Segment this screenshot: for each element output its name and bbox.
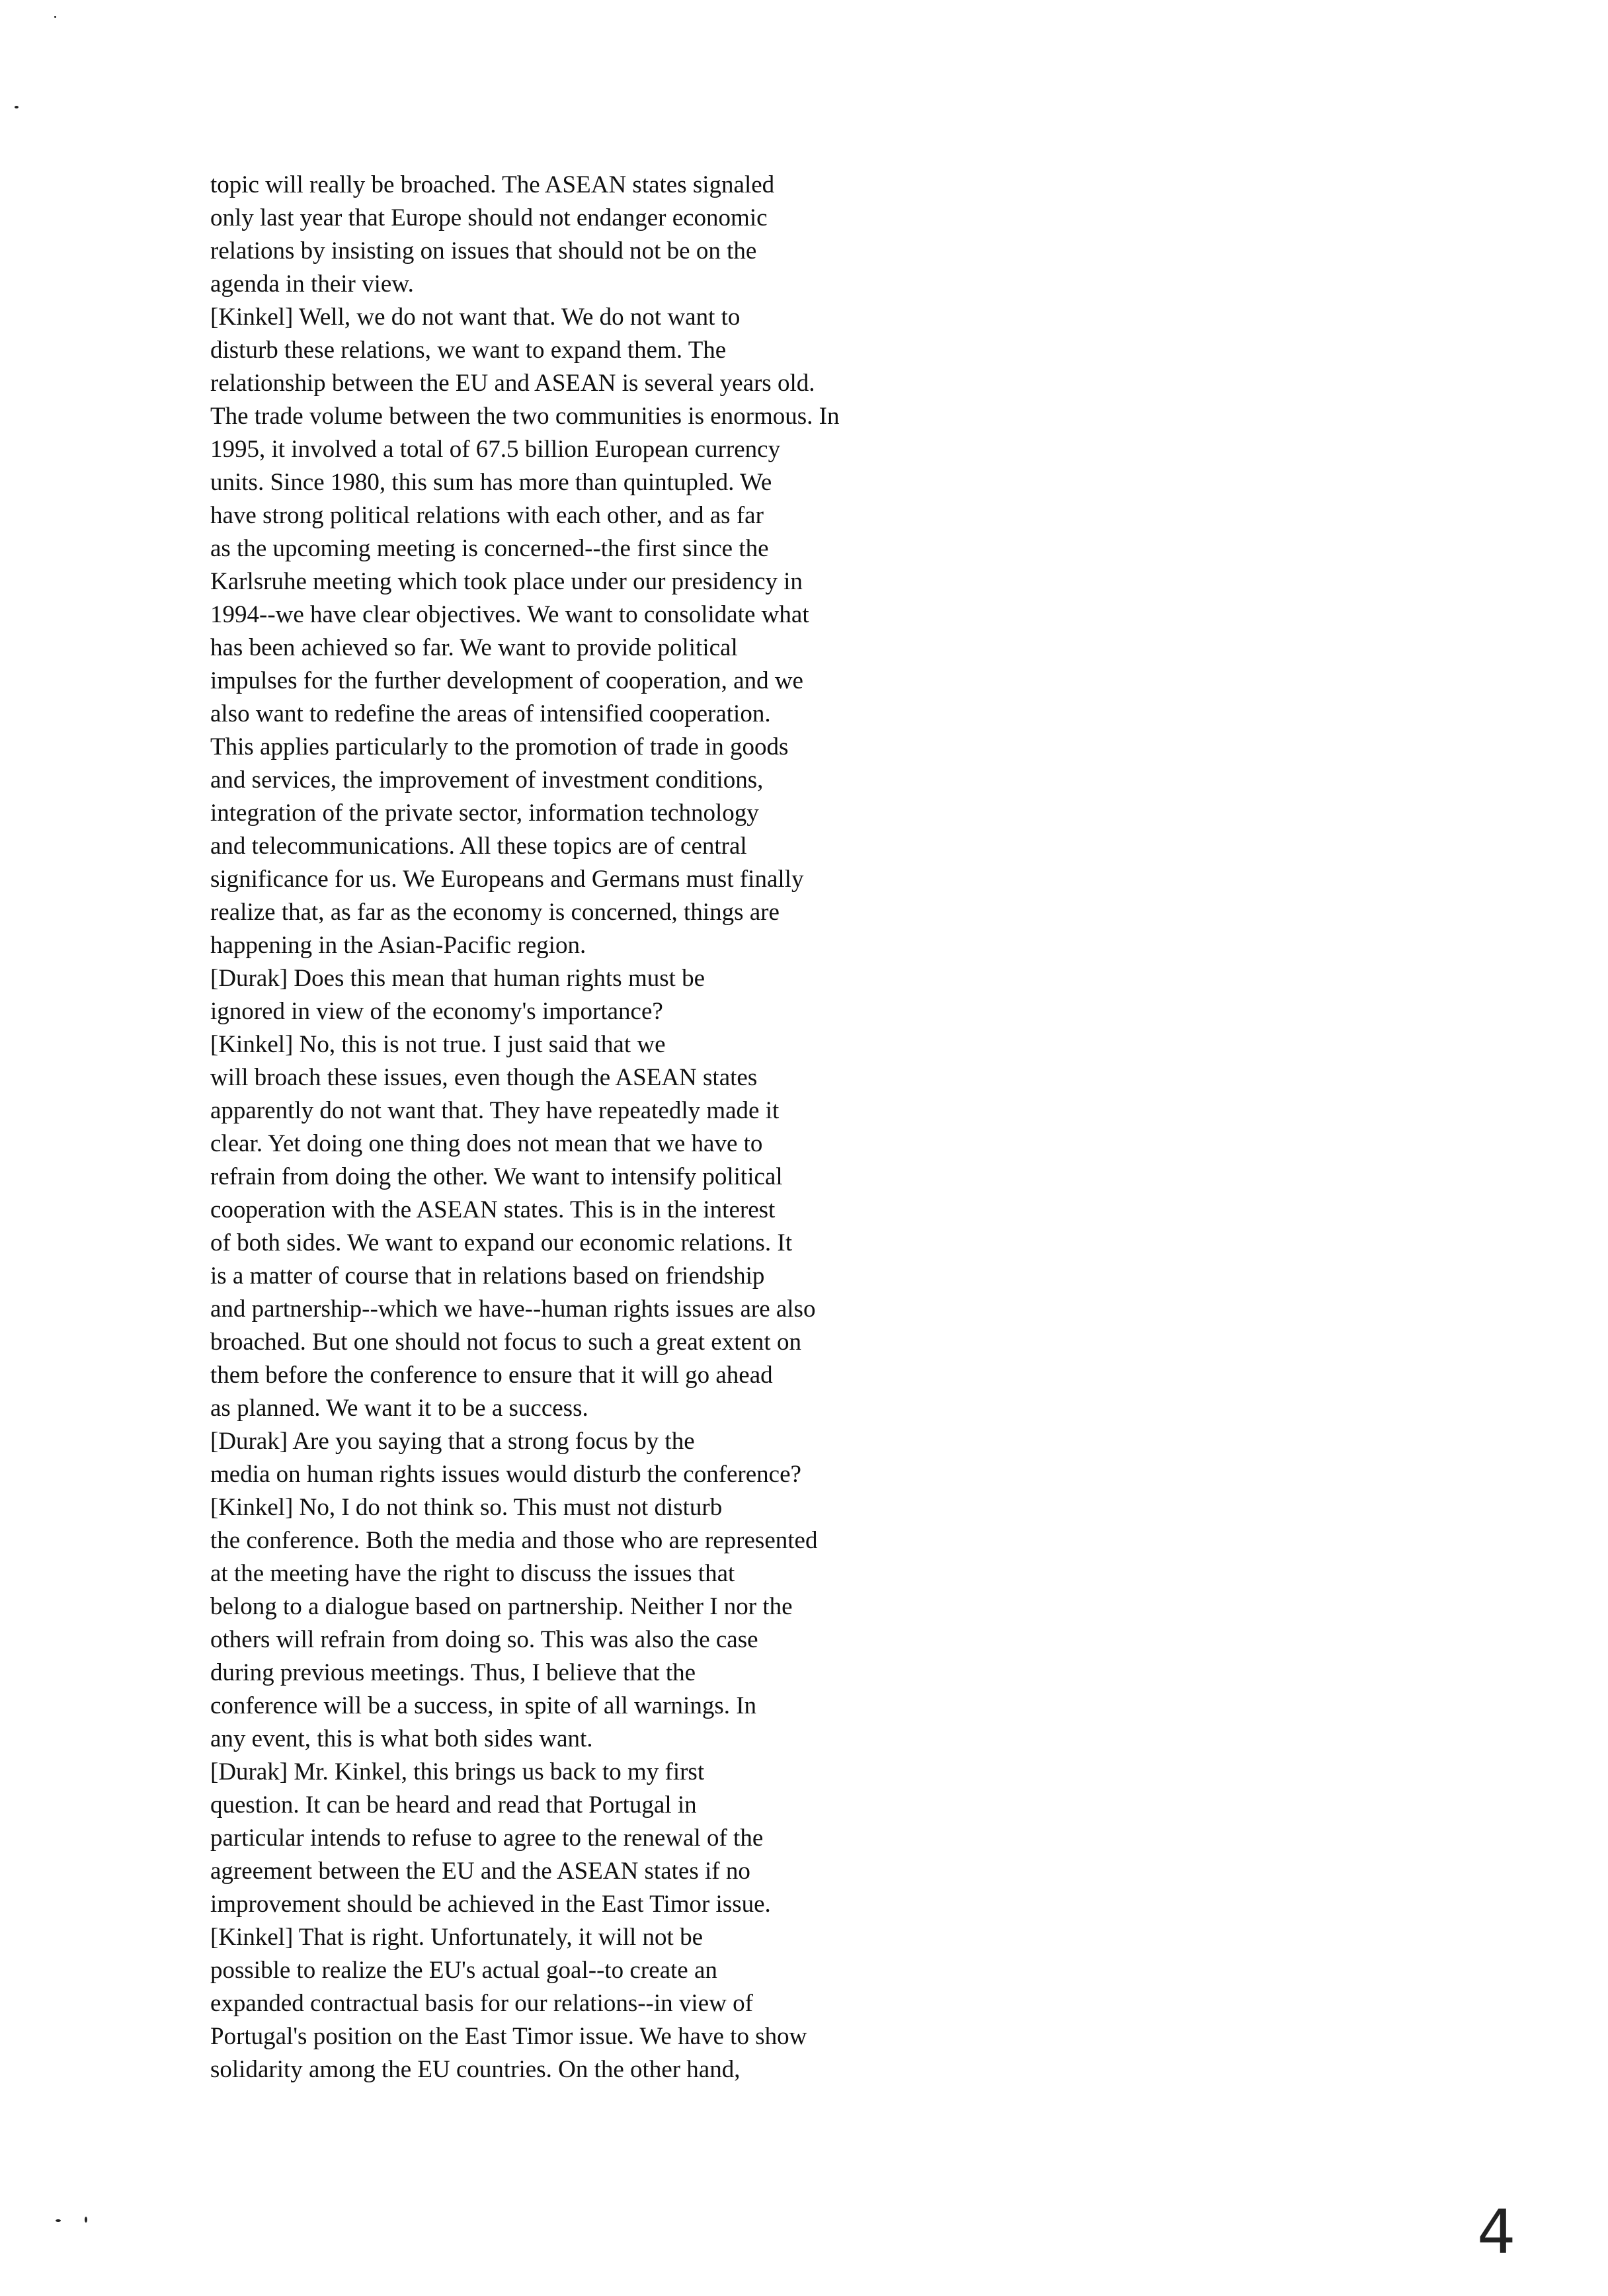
text-line: significance for us. We Europeans and Germans must finally bbox=[210, 866, 804, 893]
text-line: others will refrain from doing so. This was also the case bbox=[210, 1626, 758, 1653]
scan-speck bbox=[15, 106, 19, 108]
text-line: 1994--we have clear objectives. We want to consolidate what bbox=[210, 601, 809, 628]
text-line: relationship between the EU and ASEAN is several years old. bbox=[210, 370, 815, 397]
text-line: of both sides. We want to expand our economic relations. It bbox=[210, 1229, 793, 1256]
text-line: question. It can be heard and read that Portugal in bbox=[210, 1791, 697, 1819]
text-line: agreement between the EU and the ASEAN states if no bbox=[210, 1858, 750, 1885]
text-line: improvement should be achieved in the East Timor issue. bbox=[210, 1891, 771, 1918]
text-line: particular intends to refuse to agree to the renewal of the bbox=[210, 1824, 764, 1852]
text-line: during previous meetings. Thus, I believe that the bbox=[210, 1659, 696, 1686]
text-line: [Kinkel] That is right. Unfortunately, it will not be bbox=[210, 1924, 704, 1951]
text-line: agenda in their view. bbox=[210, 270, 414, 298]
text-line: and partnership--which we have--human rights issues are also bbox=[210, 1295, 816, 1323]
scan-speck bbox=[56, 2219, 61, 2222]
text-line: [Kinkel] No, this is not true. I just said that we bbox=[210, 1031, 666, 1058]
text-line: conference will be a success, in spite of all warnings. In bbox=[210, 1692, 757, 1719]
text-line: cooperation with the ASEAN states. This is in the interest bbox=[210, 1196, 776, 1223]
text-line: relations by insisting on issues that should not be on the bbox=[210, 237, 757, 265]
page-number: 4 bbox=[1477, 2197, 1516, 2268]
text-line: possible to realize the EU's actual goal--to create an bbox=[210, 1957, 717, 1984]
text-line: the conference. Both the media and those who are represented bbox=[210, 1527, 818, 1554]
text-line: ignored in view of the economy's importance? bbox=[210, 998, 663, 1025]
scan-speck bbox=[85, 2217, 87, 2223]
text-line: refrain from doing the other. We want to intensify political bbox=[210, 1163, 783, 1190]
text-line: media on human rights issues would disturb the conference? bbox=[210, 1461, 801, 1488]
text-line: [Kinkel] No, I do not think so. This must not disturb bbox=[210, 1494, 723, 1521]
text-line: expanded contractual basis for our relations--in view of bbox=[210, 1990, 753, 2017]
text-line: any event, this is what both sides want. bbox=[210, 1725, 593, 1752]
text-line: has been achieved so far. We want to provide political bbox=[210, 634, 738, 661]
text-line: and services, the improvement of investment conditions, bbox=[210, 766, 764, 794]
text-line: broached. But one should not focus to such a great extent on bbox=[210, 1329, 801, 1356]
text-line: topic will really be broached. The ASEAN states signaled bbox=[210, 171, 775, 198]
text-line: happening in the Asian-Pacific region. bbox=[210, 932, 586, 959]
text-line: belong to a dialogue based on partnership. Neither I nor the bbox=[210, 1593, 793, 1620]
text-line: The trade volume between the two communities is enormous. In bbox=[210, 403, 840, 430]
text-line: will broach these issues, even though the ASEAN states bbox=[210, 1064, 758, 1091]
text-line: solidarity among the EU countries. On the other hand, bbox=[210, 2056, 741, 2083]
text-line: [Durak] Mr. Kinkel, this brings us back to my first bbox=[210, 1758, 705, 1785]
text-line: at the meeting have the right to discuss the issues that bbox=[210, 1560, 735, 1587]
text-line: also want to redefine the areas of intensified cooperation. bbox=[210, 700, 771, 727]
text-line: This applies particularly to the promotion of trade in goods bbox=[210, 733, 789, 760]
text-line: units. Since 1980, this sum has more than quintupled. We bbox=[210, 469, 772, 496]
text-line: [Durak] Does this mean that human rights must be bbox=[210, 965, 705, 992]
body-text bbox=[210, 169, 951, 2086]
text-line: [Durak] Are you saying that a strong focus by the bbox=[210, 1428, 695, 1455]
text-line: as planned. We want it to be a success. bbox=[210, 1395, 588, 1422]
text-line: 1995, it involved a total of 67.5 billion European currency bbox=[210, 436, 781, 463]
text-line: have strong political relations with each other, and as far bbox=[210, 502, 764, 529]
text-line: them before the conference to ensure that it will go ahead bbox=[210, 1362, 773, 1389]
text-line: clear. Yet doing one thing does not mean that we have to bbox=[210, 1130, 763, 1157]
text-line: Karlsruhe meeting which took place under our presidency in bbox=[210, 568, 803, 595]
text-line: apparently do not want that. They have repeatedly made it bbox=[210, 1097, 780, 1124]
text-line: only last year that Europe should not endanger economic bbox=[210, 204, 768, 231]
text-line: disturb these relations, we want to expand them. The bbox=[210, 337, 727, 364]
text-line: integration of the private sector, information technology bbox=[210, 800, 759, 827]
text-line: realize that, as far as the economy is concerned, things are bbox=[210, 899, 780, 926]
text-line: and telecommunications. All these topics are of central bbox=[210, 833, 747, 860]
text-line: Portugal's position on the East Timor issue. We have to show bbox=[210, 2023, 807, 2050]
text-line: is a matter of course that in relations based on friendship bbox=[210, 1262, 765, 1290]
text-line: as the upcoming meeting is concerned--the first since the bbox=[210, 535, 769, 562]
text-line: [Kinkel] Well, we do not want that. We do not want to bbox=[210, 304, 741, 331]
scan-speck bbox=[54, 16, 56, 18]
text-line: impulses for the further development of cooperation, and we bbox=[210, 667, 803, 694]
